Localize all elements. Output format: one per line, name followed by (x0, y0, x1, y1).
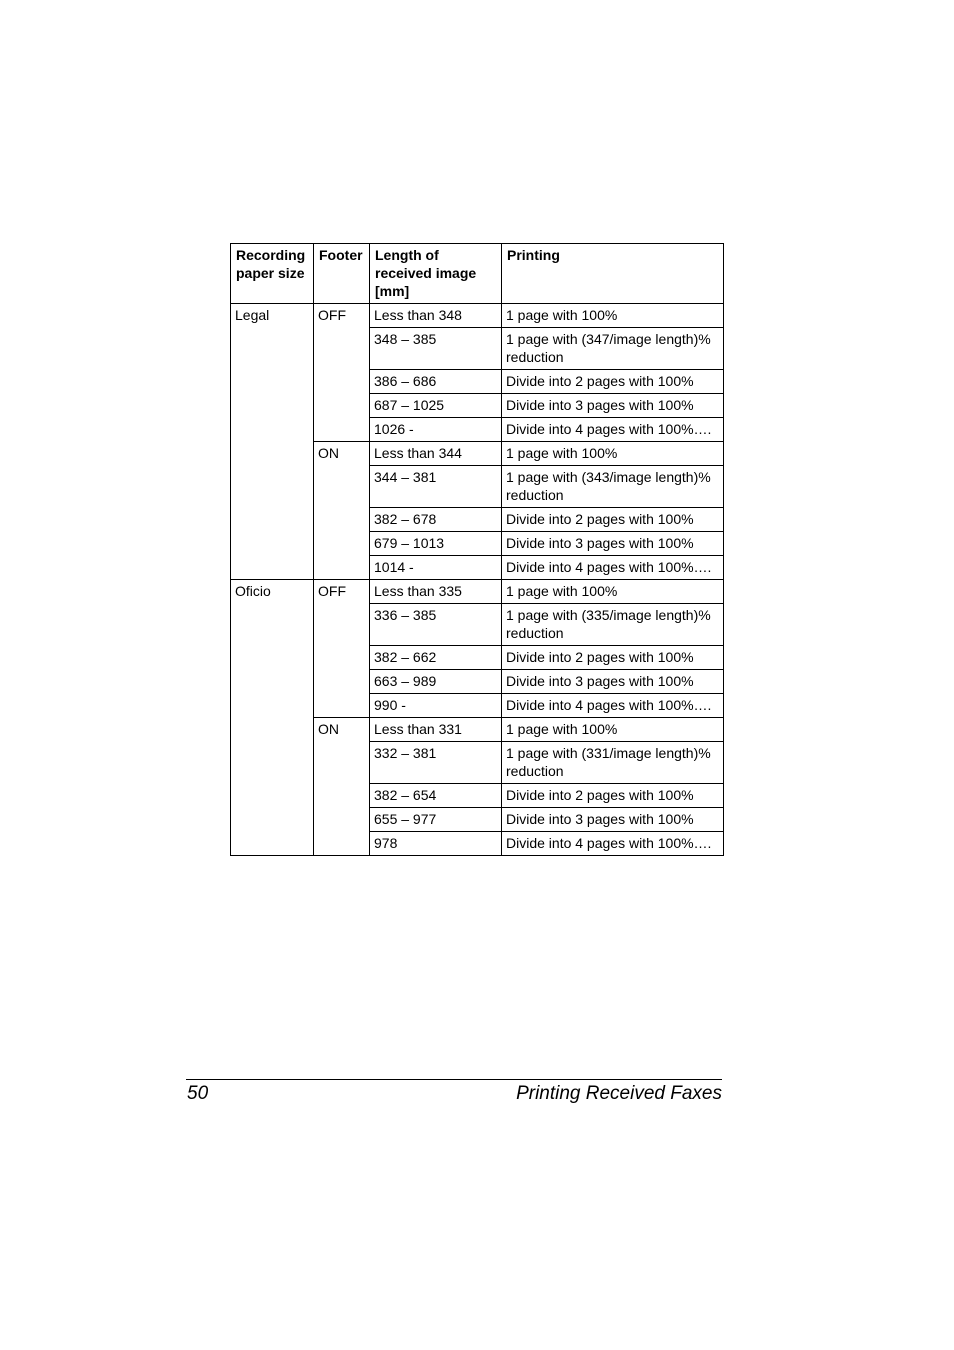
footer-divider (186, 1079, 722, 1080)
image-length-cell: 655 – 977 (370, 808, 502, 832)
image-length-cell: Less than 335 (370, 580, 502, 604)
image-length-cell: Less than 348 (370, 304, 502, 328)
footer-setting-cell: OFF (314, 580, 370, 718)
printing-method-cell: Divide into 4 pages with 100%…. (502, 694, 724, 718)
printing-method-cell: 1 page with 100% (502, 718, 724, 742)
header-recording-paper-size: Recording paper size (231, 244, 314, 304)
printing-method-cell: Divide into 2 pages with 100% (502, 784, 724, 808)
image-length-cell: 679 – 1013 (370, 532, 502, 556)
image-length-cell: 382 – 654 (370, 784, 502, 808)
footer-setting-cell: ON (314, 718, 370, 856)
printing-method-cell: 1 page with 100% (502, 304, 724, 328)
image-length-cell: 336 – 385 (370, 604, 502, 646)
table-row (231, 580, 724, 604)
printing-method-cell: Divide into 3 pages with 100% (502, 808, 724, 832)
header-footer: Footer (314, 244, 370, 304)
printing-method-cell: Divide into 2 pages with 100% (502, 508, 724, 532)
printing-method-cell: 1 page with 100% (502, 580, 724, 604)
printing-method-cell: Divide into 3 pages with 100% (502, 670, 724, 694)
page-number: 50 (187, 1083, 209, 1104)
paper-size-cell: Legal (231, 304, 314, 580)
printing-method-cell: Divide into 4 pages with 100%…. (502, 556, 724, 580)
printing-method-cell: 1 page with (343/image length)% reduction (502, 466, 724, 508)
printing-method-cell: Divide into 3 pages with 100% (502, 394, 724, 418)
printing-method-cell: 1 page with (331/image length)% reduction (502, 742, 724, 784)
printing-method-cell: Divide into 4 pages with 100%…. (502, 418, 724, 442)
header-length-of-received-image: Length of received image [mm] (370, 244, 502, 304)
image-length-cell: 348 – 385 (370, 328, 502, 370)
image-length-cell: 687 – 1025 (370, 394, 502, 418)
table-header-row (231, 244, 724, 304)
printing-method-cell: Divide into 3 pages with 100% (502, 532, 724, 556)
section-title: Printing Received Faxes (516, 1083, 722, 1104)
image-length-cell: 990 - (370, 694, 502, 718)
printing-method-cell: Divide into 4 pages with 100%…. (502, 832, 724, 856)
image-length-cell: 386 – 686 (370, 370, 502, 394)
image-length-cell: 344 – 381 (370, 466, 502, 508)
footer-setting-cell: OFF (314, 304, 370, 442)
image-length-cell: 382 – 662 (370, 646, 502, 670)
table-row (231, 304, 724, 328)
printing-method-cell: Divide into 2 pages with 100% (502, 646, 724, 670)
image-length-cell: 1014 - (370, 556, 502, 580)
image-length-cell: Less than 344 (370, 442, 502, 466)
footer-setting-cell: ON (314, 442, 370, 580)
image-length-cell: 978 (370, 832, 502, 856)
paper-size-cell: Oficio (231, 580, 314, 856)
image-length-cell: 663 – 989 (370, 670, 502, 694)
printing-method-cell: 1 page with (347/image length)% reduction (502, 328, 724, 370)
header-printing: Printing (502, 244, 724, 304)
printing-method-cell: 1 page with 100% (502, 442, 724, 466)
printing-method-cell: 1 page with (335/image length)% reduction (502, 604, 724, 646)
printing-rules-table (230, 243, 724, 856)
printing-method-cell: Divide into 2 pages with 100% (502, 370, 724, 394)
image-length-cell: Less than 331 (370, 718, 502, 742)
table-body (231, 304, 724, 856)
image-length-cell: 1026 - (370, 418, 502, 442)
image-length-cell: 382 – 678 (370, 508, 502, 532)
image-length-cell: 332 – 381 (370, 742, 502, 784)
